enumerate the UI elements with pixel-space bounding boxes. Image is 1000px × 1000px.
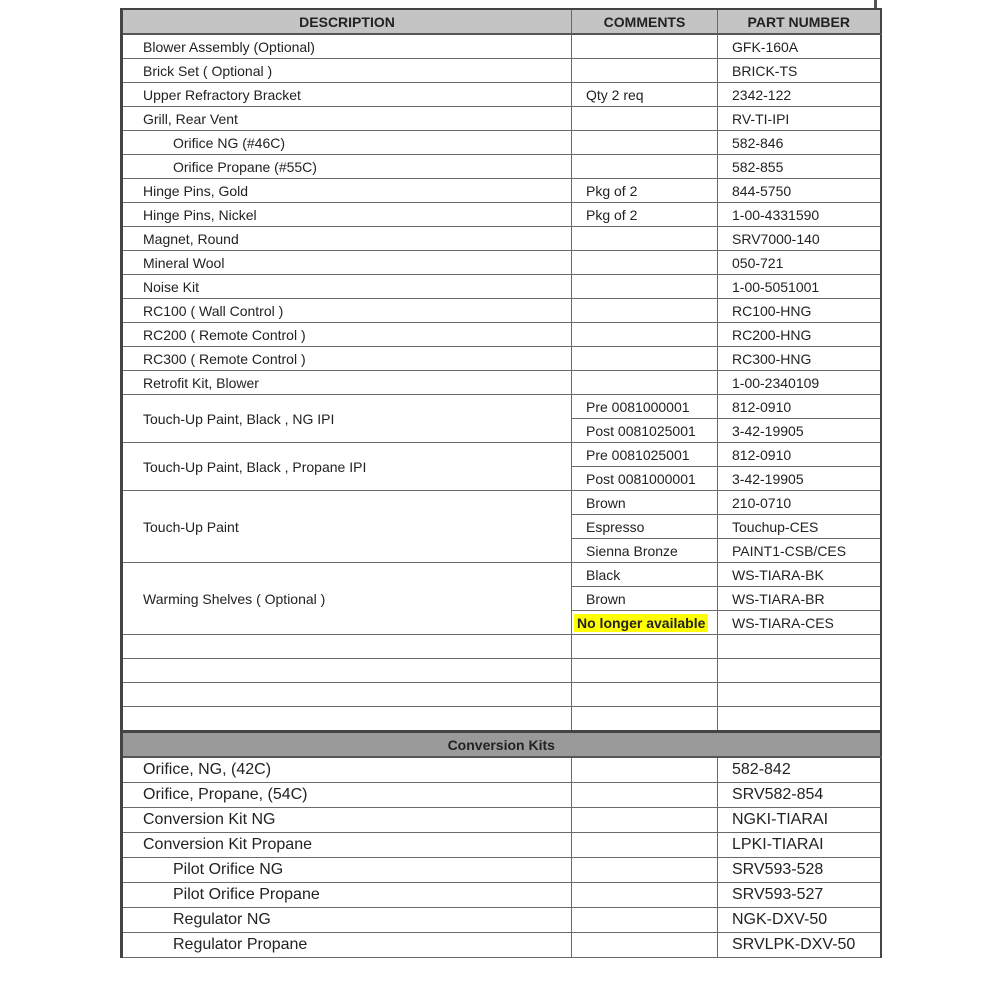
- empty-cell: [122, 707, 572, 732]
- table-row: [122, 443, 881, 467]
- description-cell: Pilot Orifice NG: [122, 858, 572, 883]
- table-row: [122, 275, 881, 299]
- comments-cell: Post 0081000001: [572, 467, 718, 491]
- comments-cell: [572, 34, 718, 59]
- comments-cell: [572, 59, 718, 83]
- comments-cell: [572, 155, 718, 179]
- table-row: [122, 131, 881, 155]
- description-cell: Conversion Kit NG: [122, 808, 572, 833]
- table-row: [122, 179, 881, 203]
- section-header-row: [122, 732, 881, 758]
- description-cell: Orifice, Propane, (54C): [122, 783, 572, 808]
- part-number-cell: 1-00-2340109: [718, 371, 881, 395]
- part-number-cell: SRV593-527: [718, 883, 881, 908]
- table-row: [122, 155, 881, 179]
- comments-cell: [572, 323, 718, 347]
- table-row: [122, 883, 881, 908]
- part-number-cell: SRV7000-140: [718, 227, 881, 251]
- comments-cell: [572, 371, 718, 395]
- comments-cell: [572, 131, 718, 155]
- description-cell: Conversion Kit Propane: [122, 833, 572, 858]
- comments-cell: Post 0081025001: [572, 419, 718, 443]
- part-number-cell: RV-TI-IPI: [718, 107, 881, 131]
- blank-row: [122, 659, 881, 683]
- comments-cell: Brown: [572, 491, 718, 515]
- part-number-cell: 582-842: [718, 757, 881, 783]
- comments-cell: [572, 908, 718, 933]
- part-number-cell: LPKI-TIARAI: [718, 833, 881, 858]
- description-cell: Grill, Rear Vent: [122, 107, 572, 131]
- empty-cell: [572, 635, 718, 659]
- table-row: [122, 808, 881, 833]
- blank-row: [122, 707, 881, 732]
- part-number-cell: 210-0710: [718, 491, 881, 515]
- table-row: [122, 83, 881, 107]
- part-number-cell: WS-TIARA-BK: [718, 563, 881, 587]
- description-cell: RC200 ( Remote Control ): [122, 323, 572, 347]
- comments-cell: Qty 2 req: [572, 83, 718, 107]
- empty-cell: [122, 659, 572, 683]
- empty-cell: [572, 659, 718, 683]
- table-row: [122, 299, 881, 323]
- table-row: [122, 563, 881, 587]
- description-cell: Hinge Pins, Gold: [122, 179, 572, 203]
- table-row: [122, 371, 881, 395]
- comments-cell: Black: [572, 563, 718, 587]
- unavailable-badge: No longer available: [574, 614, 708, 632]
- table-row: [122, 833, 881, 858]
- description-cell: Hinge Pins, Nickel: [122, 203, 572, 227]
- empty-cell: [572, 707, 718, 732]
- table-row: [122, 858, 881, 883]
- empty-cell: [718, 707, 881, 732]
- part-number-cell: 582-846: [718, 131, 881, 155]
- section-title: Conversion Kits: [122, 732, 881, 758]
- part-number-cell: NGK-DXV-50: [718, 908, 881, 933]
- description-cell: Magnet, Round: [122, 227, 572, 251]
- comments-cell: [572, 299, 718, 323]
- comments-cell: [572, 933, 718, 958]
- part-number-cell: 812-0910: [718, 443, 881, 467]
- part-number-cell: 1-00-5051001: [718, 275, 881, 299]
- comments-cell: [572, 227, 718, 251]
- comments-cell: [572, 833, 718, 858]
- description-cell: Orifice NG (#46C): [122, 131, 572, 155]
- description-cell: Warming Shelves ( Optional ): [122, 563, 572, 635]
- blank-row: [122, 635, 881, 659]
- description-cell: Noise Kit: [122, 275, 572, 299]
- comments-cell: Brown: [572, 587, 718, 611]
- empty-cell: [122, 635, 572, 659]
- header-comments: COMMENTS: [572, 9, 718, 34]
- comments-cell: Sienna Bronze: [572, 539, 718, 563]
- description-cell: Regulator NG: [122, 908, 572, 933]
- part-number-cell: PAINT1-CSB/CES: [718, 539, 881, 563]
- part-number-cell: Touchup-CES: [718, 515, 881, 539]
- part-number-cell: SRVLPK-DXV-50: [718, 933, 881, 958]
- part-number-cell: RC200-HNG: [718, 323, 881, 347]
- comments-cell: Pkg of 2: [572, 203, 718, 227]
- description-cell: Retrofit Kit, Blower: [122, 371, 572, 395]
- comments-cell: [572, 808, 718, 833]
- parts-table: [120, 8, 882, 958]
- header-description: DESCRIPTION: [122, 9, 572, 34]
- table-row: [122, 757, 881, 783]
- table-row: [122, 227, 881, 251]
- comments-cell: [572, 107, 718, 131]
- part-number-cell: 3-42-19905: [718, 419, 881, 443]
- description-cell: RC100 ( Wall Control ): [122, 299, 572, 323]
- description-cell: Orifice, NG, (42C): [122, 757, 572, 783]
- part-number-cell: 050-721: [718, 251, 881, 275]
- comments-cell: Pre 0081000001: [572, 395, 718, 419]
- part-number-cell: 2342-122: [718, 83, 881, 107]
- part-number-cell: 812-0910: [718, 395, 881, 419]
- part-number-cell: BRICK-TS: [718, 59, 881, 83]
- comments-cell: [572, 347, 718, 371]
- part-number-cell: RC300-HNG: [718, 347, 881, 371]
- table-row: [122, 491, 881, 515]
- header-row: [122, 9, 881, 34]
- table-row: [122, 251, 881, 275]
- empty-cell: [572, 683, 718, 707]
- description-cell: Upper Refractory Bracket: [122, 83, 572, 107]
- comments-cell: [572, 251, 718, 275]
- table-row: [122, 395, 881, 419]
- part-number-cell: WS-TIARA-CES: [718, 611, 881, 635]
- empty-cell: [122, 683, 572, 707]
- table-row: [122, 323, 881, 347]
- comments-cell: [572, 611, 718, 635]
- description-cell: RC300 ( Remote Control ): [122, 347, 572, 371]
- header-part-number: PART NUMBER: [718, 9, 881, 34]
- table-row: [122, 107, 881, 131]
- description-cell: Orifice Propane (#55C): [122, 155, 572, 179]
- table-row: [122, 933, 881, 958]
- table-row: [122, 34, 881, 59]
- blank-row: [122, 683, 881, 707]
- comments-cell: [572, 783, 718, 808]
- description-cell: Touch-Up Paint: [122, 491, 572, 563]
- part-number-cell: 582-855: [718, 155, 881, 179]
- part-number-cell: SRV593-528: [718, 858, 881, 883]
- description-cell: Pilot Orifice Propane: [122, 883, 572, 908]
- table-row: [122, 347, 881, 371]
- description-cell: Touch-Up Paint, Black , NG IPI: [122, 395, 572, 443]
- part-number-cell: 3-42-19905: [718, 467, 881, 491]
- part-number-cell: WS-TIARA-BR: [718, 587, 881, 611]
- part-number-cell: 844-5750: [718, 179, 881, 203]
- part-number-cell: RC100-HNG: [718, 299, 881, 323]
- comments-cell: Espresso: [572, 515, 718, 539]
- description-cell: Regulator Propane: [122, 933, 572, 958]
- comments-cell: [572, 275, 718, 299]
- description-cell: Touch-Up Paint, Black , Propane IPI: [122, 443, 572, 491]
- table-row: [122, 783, 881, 808]
- part-number-cell: NGKI-TIARAI: [718, 808, 881, 833]
- part-number-cell: 1-00-4331590: [718, 203, 881, 227]
- part-number-cell: SRV582-854: [718, 783, 881, 808]
- description-cell: Blower Assembly (Optional): [122, 34, 572, 59]
- empty-cell: [718, 659, 881, 683]
- part-number-cell: GFK-160A: [718, 34, 881, 59]
- empty-cell: [718, 683, 881, 707]
- comments-cell: [572, 757, 718, 783]
- comments-cell: Pkg of 2: [572, 179, 718, 203]
- comments-cell: [572, 883, 718, 908]
- comments-cell: Pre 0081025001: [572, 443, 718, 467]
- empty-cell: [718, 635, 881, 659]
- table-row: [122, 59, 881, 83]
- comments-cell: [572, 858, 718, 883]
- description-cell: Brick Set ( Optional ): [122, 59, 572, 83]
- table-row: [122, 908, 881, 933]
- table-row: [122, 203, 881, 227]
- description-cell: Mineral Wool: [122, 251, 572, 275]
